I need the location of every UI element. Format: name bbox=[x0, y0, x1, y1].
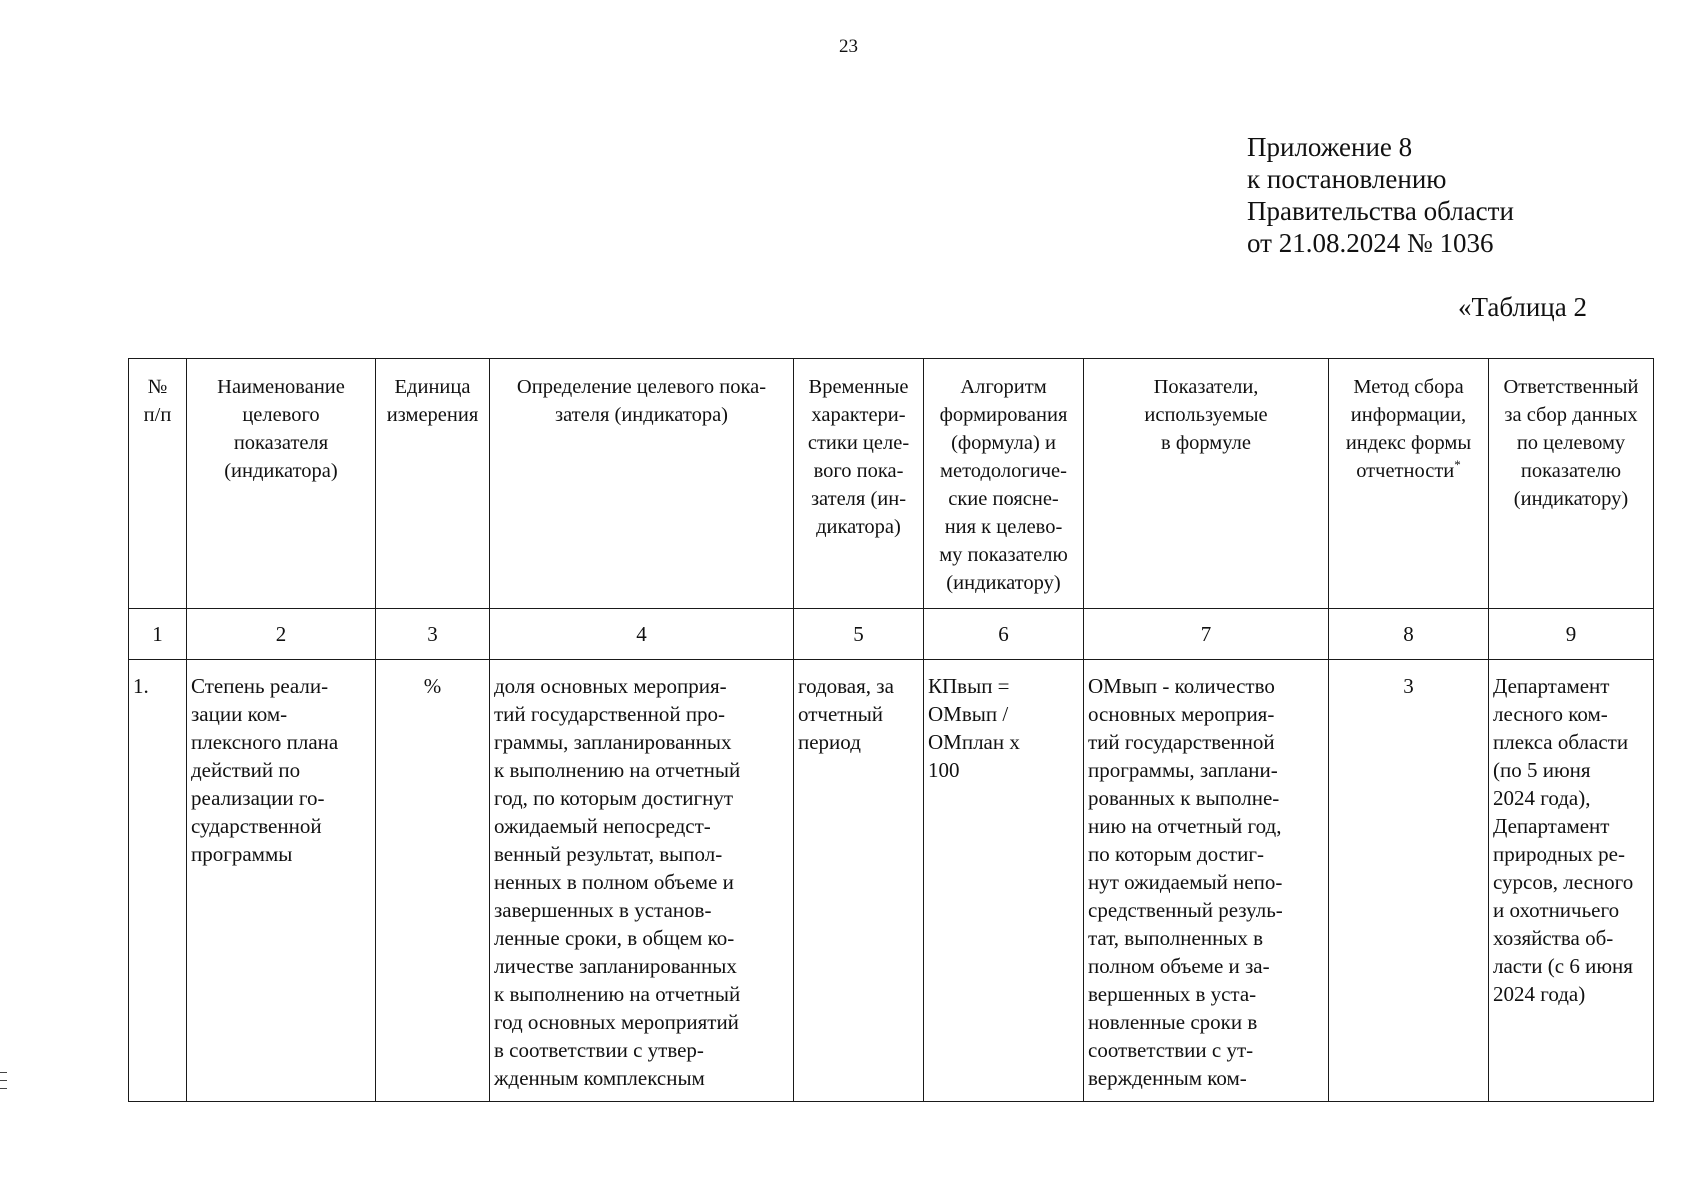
column-number: 2 bbox=[187, 609, 376, 660]
responsible-party: Департамент лесного ком- плекса области (по 5 июня 2024 года), Департамент природных ре- сурсов, лесного и охотничьего хозяйства об- ласти (с 6 июня 2024 года) bbox=[1489, 660, 1654, 1102]
header-variables: Показатели, используемые в формуле bbox=[1084, 359, 1329, 609]
column-number-row bbox=[129, 609, 1654, 660]
appendix-line: к постановлению bbox=[1247, 164, 1447, 194]
page-number: 23 bbox=[839, 36, 858, 57]
column-number: 8 bbox=[1329, 609, 1489, 660]
appendix-line: Приложение 8 bbox=[1247, 132, 1413, 162]
indicator-table bbox=[128, 358, 1654, 1102]
time-period: годовая, за отчетный период bbox=[794, 660, 924, 1102]
column-number: 4 bbox=[490, 609, 794, 660]
unit-value: % bbox=[376, 660, 490, 1102]
footnote-mark: * bbox=[1454, 457, 1461, 473]
formula: КПвып = ОМвып / ОМплан х 100 bbox=[924, 660, 1084, 1102]
table-header-row bbox=[129, 359, 1654, 609]
header-indicator-name: Наименование целевого показателя (индикатора) bbox=[187, 359, 376, 609]
formula-variables: ОМвып - количество основных мероприя- тий государственной программы, заплани- рованных к выполне- нию на отчетный год, по которым достиг- нут ожидаемый непо- средственный резуль- тат, выполненных в полном объеме и за- вершенных в уста- новленные сроки в соответствии с ут- вержденным ком- bbox=[1084, 660, 1329, 1102]
column-number: 9 bbox=[1489, 609, 1654, 660]
appendix-line: Правительства области bbox=[1247, 196, 1514, 226]
appendix-line: от 21.08.2024 № 1036 bbox=[1247, 228, 1494, 258]
margin-tick bbox=[0, 1080, 7, 1081]
column-number: 3 bbox=[376, 609, 490, 660]
table-caption: «Таблица 2 bbox=[1458, 292, 1587, 322]
header-period: Временные характери- стики целе- вого пока- зателя (ин- дикатора) bbox=[794, 359, 924, 609]
header-method: Метод сбора информации, индекс формы отчетности* bbox=[1329, 359, 1489, 609]
margin-tick bbox=[0, 1088, 7, 1089]
margin-tick bbox=[0, 1072, 7, 1073]
row-number: 1. bbox=[129, 660, 187, 1102]
table-row bbox=[129, 660, 1654, 1102]
margin-marks bbox=[0, 1072, 7, 1096]
indicator-definition: доля основных мероприя- тий государственной про- граммы, запланированных к выполнению на отчетный год, по которым достигнут ожидаемый непосредст- венный результат, выпол- ненных в полном объеме и завершенных в установ- ленные сроки, в общем ко- личестве запланированных к выполнению на отчетный год основных мероприятий в соответствии с утвер- жденным комплексным bbox=[490, 660, 794, 1102]
collection-method: 3 bbox=[1329, 660, 1489, 1102]
header-definition: Определение целевого пока- зателя (индикатора) bbox=[490, 359, 794, 609]
indicator-name: Степень реали- зации ком- плексного плана действий по реализации го- сударственной программы bbox=[187, 660, 376, 1102]
header-unit: Единица измерения bbox=[376, 359, 490, 609]
header-formula: Алгоритм формирования (формула) и методологиче- ские поясне- ния к целево- му показателю (индикатору) bbox=[924, 359, 1084, 609]
column-number: 5 bbox=[794, 609, 924, 660]
column-number: 6 bbox=[924, 609, 1084, 660]
appendix-reference bbox=[1247, 131, 1514, 259]
header-responsible: Ответственный за сбор данных по целевому показателю (индикатору) bbox=[1489, 359, 1654, 609]
header-number: № п/п bbox=[129, 359, 187, 609]
column-number: 1 bbox=[129, 609, 187, 660]
column-number: 7 bbox=[1084, 609, 1329, 660]
